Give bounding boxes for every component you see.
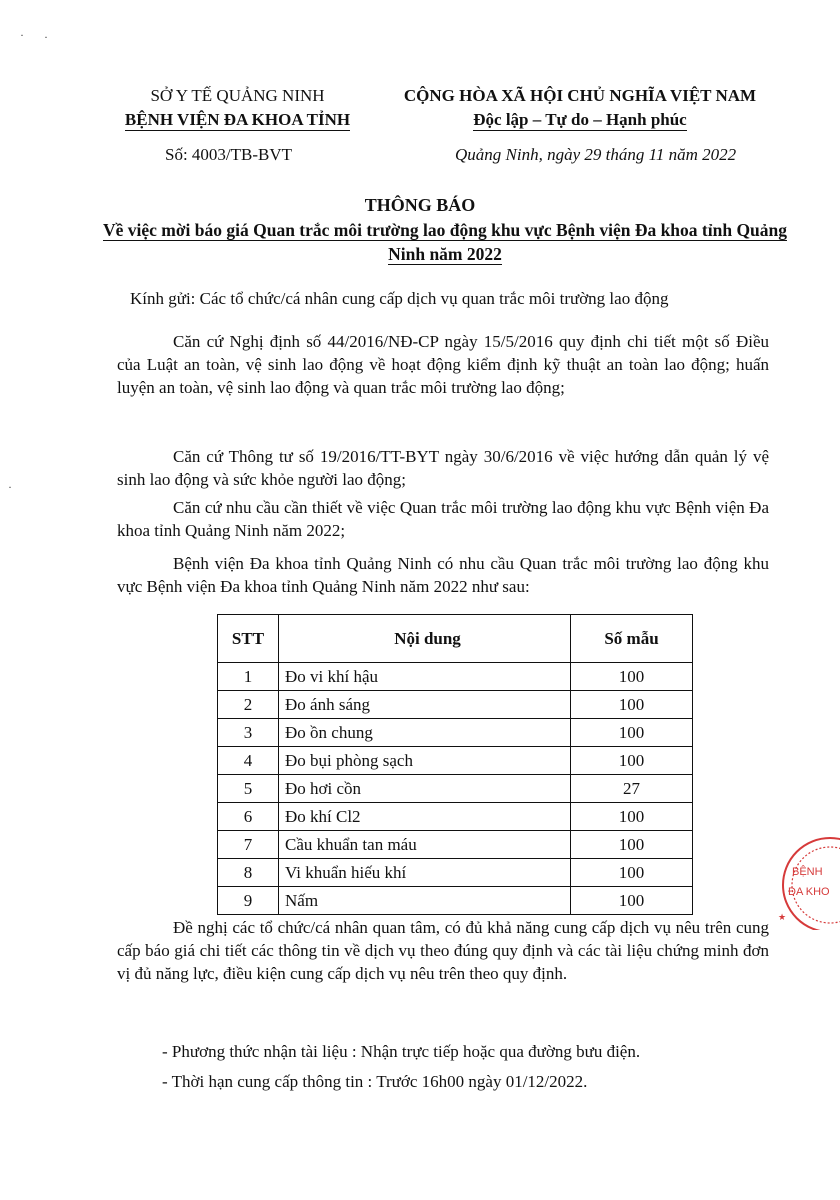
header-stt: STT [218, 615, 279, 663]
row-stt: 1 [218, 663, 279, 691]
document-title: THÔNG BÁO [364, 195, 476, 215]
document-number: Số: 4003/TB-BVT [165, 145, 293, 164]
seal-star-icon: ★ [778, 912, 787, 922]
row-count: 100 [571, 663, 693, 691]
table-header-row [218, 615, 693, 663]
sample-table [217, 614, 693, 915]
row-content: Đo ồn chung [279, 719, 571, 747]
row-stt: 8 [218, 859, 279, 887]
header-sample-count: Số mẫu [571, 615, 693, 663]
bullet-receive-method: - Phương thức nhận tài liệu : Nhận trực tiếp hoặc qua đường bưu điện. [162, 1042, 641, 1061]
row-content: Đo khí Cl2 [279, 803, 571, 831]
paragraph-basis-decree: Căn cứ Nghị định số 44/2016/NĐ-CP ngày 15/5/2016 quy định chi tiết một số Điều của Luật an toàn, vệ sinh lao động về hoạt động kiểm định kỹ thuật an toàn lao động; huấn luyện an toàn, vệ sinh lao động và quan trắc môi trường lao động; [117, 332, 769, 397]
table-row [218, 747, 693, 775]
table-row [218, 803, 693, 831]
row-stt: 9 [218, 887, 279, 915]
table-row [218, 887, 693, 915]
seal-text-line1: BỆNH [792, 866, 823, 878]
paragraph-basis-need: Căn cứ nhu cầu cần thiết về việc Quan trắc môi trường lao động khu vực Bệnh viện Đa khoa tỉnh Quảng Ninh năm 2022; [117, 498, 769, 540]
row-count: 100 [571, 747, 693, 775]
row-content: Cầu khuẩn tan máu [279, 831, 571, 859]
paragraph-basis-circular: Căn cứ Thông tư số 19/2016/TT-BYT ngày 30/6/2016 về việc hướng dẫn quản lý vệ sinh lao động và sức khỏe người lao động; [117, 447, 769, 489]
nation-name: CỘNG HÒA XÃ HỘI CHỦ NGHĨA VIỆT NAM [403, 86, 757, 105]
recipient-line: Kính gửi: Các tổ chức/cá nhân cung cấp dịch vụ quan trắc môi trường lao động [130, 289, 669, 308]
hospital-seal-stamp [768, 835, 840, 930]
row-stt: 5 [218, 775, 279, 803]
table-row [218, 663, 693, 691]
document-subtitle [95, 218, 795, 266]
org-line-hospital [105, 108, 370, 132]
table-row [218, 775, 693, 803]
org-header [105, 84, 370, 132]
row-content: Đo vi khí hậu [279, 663, 571, 691]
table-row [218, 831, 693, 859]
nation-motto: Độc lập – Tự do – Hạnh phúc [473, 110, 687, 129]
nation-motto-line [380, 108, 780, 132]
row-count: 100 [571, 831, 693, 859]
row-stt: 6 [218, 803, 279, 831]
row-count: 100 [571, 887, 693, 915]
subtitle-text: Về việc mời báo giá Quan trắc môi trường lao động khu vực Bệnh viện Đa khoa tỉnh Quảng Ninh năm 2022 [102, 220, 788, 264]
row-stt: 7 [218, 831, 279, 859]
row-stt: 2 [218, 691, 279, 719]
national-header [380, 84, 780, 132]
table-row [218, 859, 693, 887]
paragraph-demand: Bệnh viện Đa khoa tỉnh Quảng Ninh có nhu cầu Quan trắc môi trường lao động khu vực Bệnh viện Đa khoa tỉnh Quảng Ninh năm 2022 như sau: [117, 554, 769, 596]
row-content: Nấm [279, 887, 571, 915]
org-hospital-name: BỆNH VIỆN ĐA KHOA TỈNH [124, 110, 351, 129]
org-line-department: SỞ Y TẾ QUẢNG NINH [150, 86, 325, 105]
scan-speck-icon: · [20, 28, 24, 42]
row-count: 100 [571, 859, 693, 887]
row-content: Đo ánh sáng [279, 691, 571, 719]
row-content: Đo hơi cồn [279, 775, 571, 803]
row-count: 100 [571, 719, 693, 747]
scan-speck-icon: · [8, 480, 12, 494]
table-row [218, 719, 693, 747]
row-content: Vi khuẩn hiếu khí [279, 859, 571, 887]
row-stt: 4 [218, 747, 279, 775]
row-count: 100 [571, 691, 693, 719]
row-content: Đo bụi phòng sạch [279, 747, 571, 775]
header-content: Nội dung [279, 615, 571, 663]
row-count: 100 [571, 803, 693, 831]
scan-speck-icon: · [44, 30, 48, 44]
row-count: 27 [571, 775, 693, 803]
document-date: Quảng Ninh, ngày 29 tháng 11 năm 2022 [455, 145, 737, 164]
row-stt: 3 [218, 719, 279, 747]
paragraph-request: Đề nghị các tổ chức/cá nhân quan tâm, có đủ khả năng cung cấp dịch vụ nêu trên cung cấp báo giá chi tiết các thông tin về dịch vụ theo đúng quy định và các tài liệu chứng minh đơn vị đủ năng lực, điều kiện cung cấp dịch vụ nêu trên theo quy định. [117, 918, 769, 983]
bullet-deadline: - Thời hạn cung cấp thông tin : Trước 16h00 ngày 01/12/2022. [162, 1072, 588, 1091]
seal-text-line2: ĐA KHO [788, 886, 830, 898]
table-row [218, 691, 693, 719]
